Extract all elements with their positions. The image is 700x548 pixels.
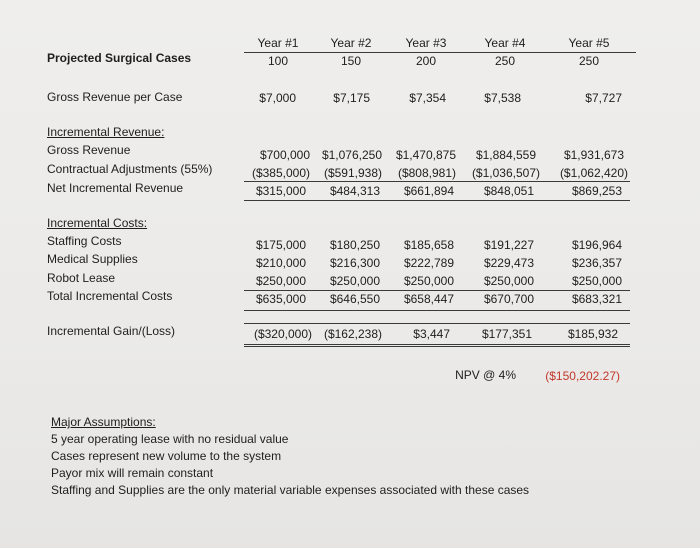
gross-per-case-year-2: $7,175 [333, 91, 370, 105]
staffing-year-4: $191,227 [483, 238, 534, 252]
net-revenue-year-3: $661,894 [403, 184, 454, 198]
year-4-label: Year #4 [484, 36, 526, 50]
gross-per-case-label: Gross Revenue per Case [47, 90, 183, 104]
staffing-year-5: $196,964 [571, 238, 622, 252]
gross-revenue-year-1: $700,000 [259, 148, 310, 162]
gain-double-underline [244, 344, 630, 347]
cases-year-4: 250 [494, 54, 516, 68]
assumptions-heading: Major Assumptions: [51, 415, 156, 429]
revenue-subtotal-line [244, 181, 630, 182]
gross-revenue-year-2: $1,076,250 [321, 148, 382, 162]
supplies-year-1: $210,000 [255, 256, 306, 270]
gain-year-1: ($320,000) [253, 327, 312, 341]
staffing-costs-label: Staffing Costs [47, 234, 122, 248]
gross-revenue-year-3: $1,470,875 [395, 148, 456, 162]
lease-year-3: $250,000 [403, 274, 454, 288]
gain-year-5: $185,932 [567, 327, 618, 341]
revenue-total-line [244, 200, 630, 201]
total-costs-year-4: $670,700 [483, 292, 534, 306]
total-costs-label: Total Incremental Costs [47, 289, 173, 303]
assumption-item: Staffing and Supplies are the only material variable expenses associated with these cases [51, 483, 530, 497]
gross-per-case-year-4: $7,538 [484, 91, 521, 105]
year-5-label: Year #5 [568, 36, 610, 50]
net-revenue-year-2: $484,313 [329, 184, 380, 198]
medical-supplies-label: Medical Supplies [47, 252, 138, 266]
assumption-item: 5 year operating lease with no residual value [51, 432, 289, 446]
cases-year-1: 100 [267, 54, 289, 68]
total-costs-year-3: $658,447 [403, 292, 454, 306]
gross-revenue-year-5: $1,931,673 [563, 148, 624, 162]
net-revenue-year-5: $869,253 [571, 184, 622, 198]
contractual-adjustments-year-5: ($1,062,420) [559, 166, 628, 180]
lease-year-5: $250,000 [571, 274, 622, 288]
assumption-item: Payor mix will remain constant [51, 466, 214, 480]
net-revenue-year-1: $315,000 [255, 184, 306, 198]
robot-lease-label: Robot Lease [47, 271, 116, 285]
supplies-year-2: $216,300 [329, 256, 380, 270]
contractual-adjustments-year-3: ($808,981) [397, 166, 456, 180]
costs-subtotal-line [244, 290, 630, 291]
staffing-year-2: $180,250 [329, 238, 380, 252]
total-costs-year-2: $646,550 [329, 292, 380, 306]
gain-loss-label: Incremental Gain/(Loss) [47, 324, 176, 338]
contractual-adjustments-year-1: ($385,000) [251, 166, 310, 180]
total-costs-year-5: $683,321 [571, 292, 622, 306]
revenue-heading: Incremental Revenue: [47, 125, 165, 139]
net-revenue-label: Net Incremental Revenue [47, 181, 184, 195]
year-1-label: Year #1 [257, 36, 299, 50]
gain-year-4: $177,351 [481, 327, 532, 341]
assumption-item: Cases represent new volume to the system [51, 449, 282, 463]
supplies-year-3: $222,789 [403, 256, 454, 270]
costs-heading: Incremental Costs: [47, 216, 148, 230]
costs-total-line [244, 310, 630, 311]
header-underline [244, 52, 636, 53]
lease-year-4: $250,000 [483, 274, 534, 288]
gross-per-case-year-5: $7,727 [585, 91, 622, 105]
gain-year-3: $3,447 [413, 327, 450, 341]
gain-top-line [244, 323, 630, 324]
gross-revenue-year-4: $1,884,559 [475, 148, 536, 162]
gross-per-case-year-1: $7,000 [259, 91, 296, 105]
staffing-year-3: $185,658 [403, 238, 454, 252]
lease-year-1: $250,000 [255, 274, 306, 288]
staffing-year-1: $175,000 [255, 238, 306, 252]
npv-value: ($150,202.27) [545, 369, 620, 383]
contractual-adjustments-year-2: ($591,938) [323, 166, 382, 180]
contractual-adjustments-label: Contractual Adjustments (55%) [47, 162, 213, 176]
contractual-adjustments-year-4: ($1,036,507) [471, 166, 540, 180]
supplies-year-4: $229,473 [483, 256, 534, 270]
net-revenue-year-4: $848,051 [483, 184, 534, 198]
gross-per-case-year-3: $7,354 [409, 91, 446, 105]
gain-year-2: ($162,238) [323, 327, 382, 341]
cases-year-3: 200 [415, 54, 437, 68]
lease-year-2: $250,000 [329, 274, 380, 288]
year-3-label: Year #3 [405, 36, 447, 50]
npv-label: NPV @ 4% [455, 368, 516, 382]
total-costs-year-1: $635,000 [255, 292, 306, 306]
header-title: Projected Surgical Cases [47, 51, 192, 65]
cases-year-5: 250 [578, 54, 600, 68]
gross-revenue-label: Gross Revenue [47, 143, 131, 157]
supplies-year-5: $236,357 [571, 256, 622, 270]
year-2-label: Year #2 [330, 36, 372, 50]
cases-year-2: 150 [340, 54, 362, 68]
